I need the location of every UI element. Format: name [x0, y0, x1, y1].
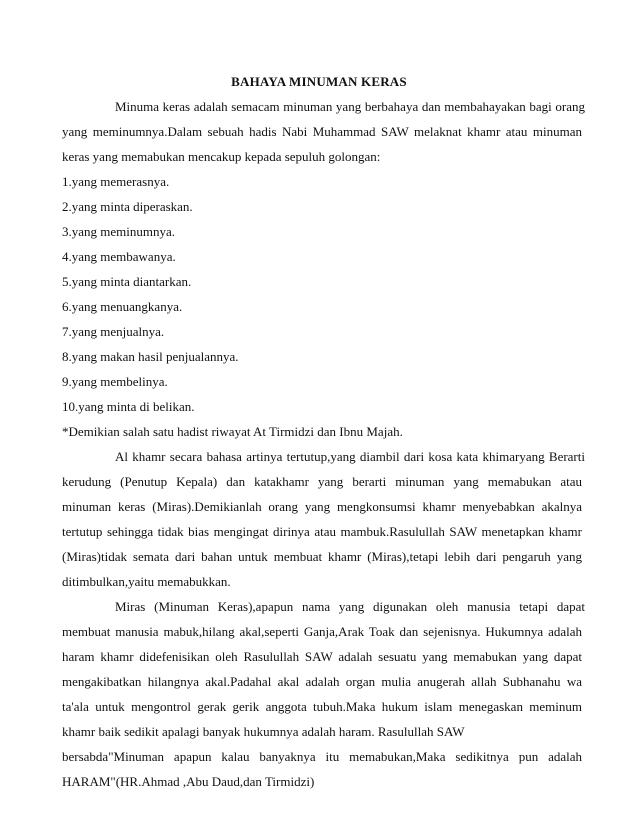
list-item: 10.yang minta di belikan.: [62, 399, 195, 414]
paragraph-line: ta'ala untuk mengontrol gerak gerik anggota tubuh.Maka hukum islam menegaskan meminum: [62, 699, 582, 714]
paragraph-line: mengakibatkan hilangnya akal.Padahal akal adalah organ mulia anugerah allah Subhanahu wa: [62, 674, 582, 689]
list-item: 3.yang meminumnya.: [62, 224, 176, 239]
paragraph-line: yang meminumnya.Dalam sebuah hadis Nabi Muhammad SAW melaknat khamr atau minuman: [62, 124, 582, 139]
list-item: 5.yang minta diantarkan.: [62, 274, 192, 289]
paragraph-line: Minuma keras adalah semacam minuman yang berbahaya dan membahayakan bagi orang: [115, 99, 585, 114]
paragraph-line: ditimbulkan,yaitu memabukkan.: [62, 574, 231, 589]
paragraph-line: (Miras)tidak semata dari bahan untuk membuat khamr (Miras),tetapi lebih dari pengaruh yang: [62, 549, 582, 564]
paragraph-line: bersabda"Minuman apapun kalau banyaknya itu memabukan,Maka sedikitnya pun adalah: [62, 749, 582, 764]
document-title: BAHAYA MINUMAN KERAS: [231, 74, 407, 89]
list-item: 4.yang membawanya.: [62, 249, 176, 264]
paragraph-line: Miras (Minuman Keras),apapun nama yang digunakan oleh manusia tetapi dapat: [115, 599, 585, 614]
list-item: 2.yang minta diperaskan.: [62, 199, 193, 214]
hadith-note: *Demikian salah satu hadist riwayat At Tirmidzi dan Ibnu Majah.: [62, 424, 403, 439]
list-item: 8.yang makan hasil penjualannya.: [62, 349, 239, 364]
paragraph-line: kerudung (Penutup Kepala) dan katakhamr yang berarti minuman yang memabukan atau: [62, 474, 582, 489]
list-item: 6.yang menuangkanya.: [62, 299, 183, 314]
paragraph-line: minuman keras (Miras).Demikianlah orang yang mengkonsumsi khamr menyebabkan akalnya: [62, 499, 582, 514]
paragraph-line: membuat manusia mabuk,hilang akal,seperti Ganja,Arak Toak dan sejenisnya. Hukumnya adalah: [62, 624, 582, 639]
paragraph-line: khamr baik sedikit apalagi banyak hukumnya adalah haram. Rasulullah SAW: [62, 724, 465, 739]
paragraph-line: tertutup sehingga tidak bias mengingat dirinya atau mambuk.Rasulullah SAW menetapkan khamr: [62, 524, 582, 539]
paragraph-line: keras yang memabukan mencakup kepada sepuluh golongan:: [62, 149, 381, 164]
paragraph-line: haram khamr didefenisikan oleh Rasulullah SAW adalah sesuatu yang memabukan yang dapat: [62, 649, 582, 664]
list-item: 9.yang membelinya.: [62, 374, 168, 389]
list-item: 7.yang menjualnya.: [62, 324, 165, 339]
paragraph-line: Al khamr secara bahasa artinya tertutup,yang diambil dari kosa kata khimaryang Berarti: [115, 449, 585, 464]
list-item: 1.yang memerasnya.: [62, 174, 170, 189]
paragraph-line: HARAM"(HR.Ahmad ,Abu Daud,dan Tirmidzi): [62, 774, 315, 789]
